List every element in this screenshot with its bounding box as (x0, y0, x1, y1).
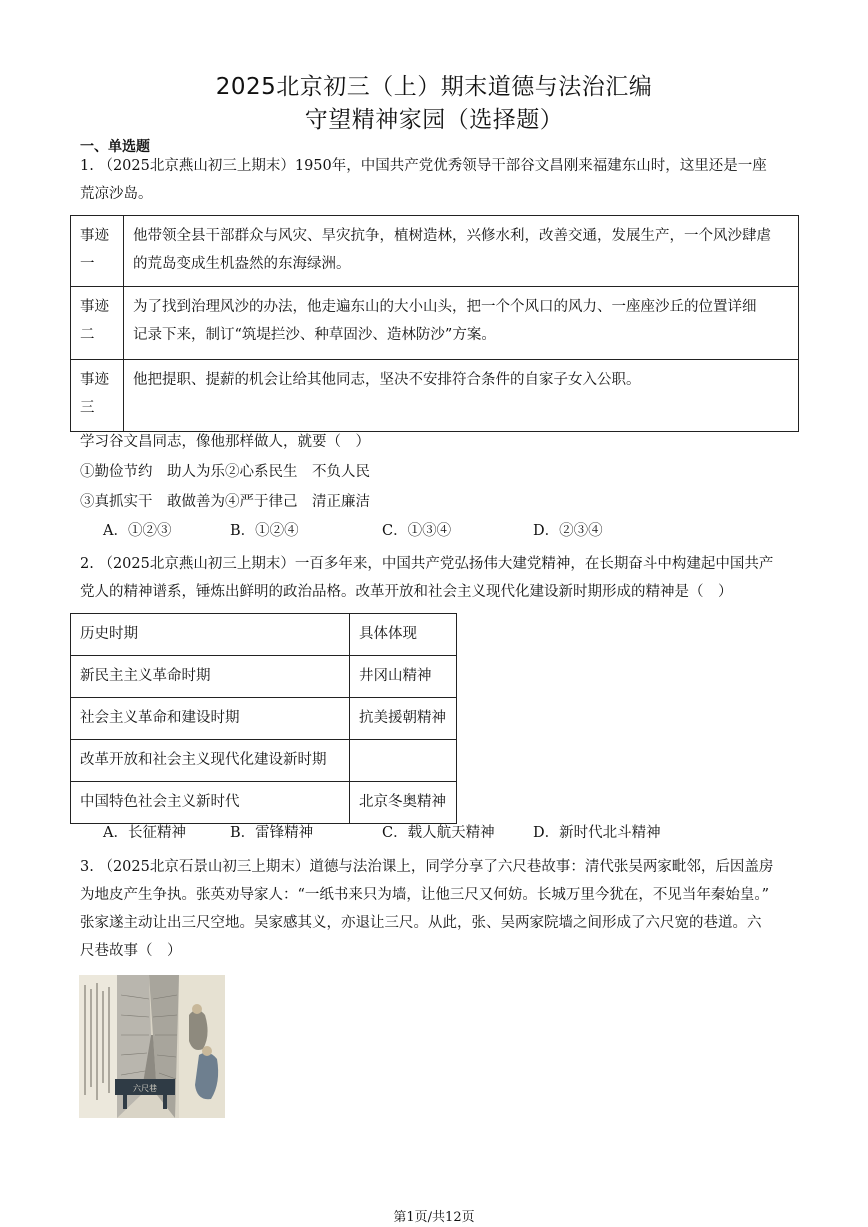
table-row (71, 614, 457, 656)
option-c[interactable]: C．①③④ (382, 523, 452, 539)
q1-stem: 1. （2025北京燕山初三上期末）1950年，中国共产党优秀领导干部谷文昌刚来福建东山时，这里还是一座 荒凉沙岛。 (80, 158, 767, 202)
table-row (71, 782, 457, 824)
table-cell: 社会主义革命和建设时期 (71, 698, 350, 740)
table-row (71, 656, 457, 698)
table-row (71, 216, 799, 287)
page-footer: 第1页/共12页 (393, 1210, 475, 1225)
table-cell: 他带领全县干部群众与风灾、旱灾抗争，植树造林，兴修水利，改善交通，发展生产，一个风沙肆虐 的荒岛变成生机盎然的东海绿洲。 (124, 216, 799, 287)
table-cell: 中国特色社会主义新时代 (71, 782, 350, 824)
q3-stem: 3. （2025北京石景山初三上期末）道德与法治课上，同学分享了六尺巷故事：清代张吴两家毗邻，后因盖房 为地皮产生争执。张英劝导家人：“一纸书来只为墙，让他三尺又何妨。长城万里今犹在，不见当年秦始皇。” 张家遂主动让出三尺空地。吴家感其义，亦退让三尺。从此，张、吴两家院墙之间形成了六尺宽的巷道。六 尺巷故事（ ） (80, 859, 774, 959)
table-cell: 事迹 一 (71, 216, 124, 287)
table-cell: 北京冬奥精神 (350, 782, 457, 824)
alley-sign: 六尺巷 (133, 1084, 157, 1093)
q2-stem: 2. （2025北京燕山初三上期末）一百多年来，中国共产党弘扬伟大建党精神，在长期奋斗中构建起中国共产 党人的精神谱系，锤炼出鲜明的政治品格。改革开放和社会主义现代化建设新时期形成的精神是（ ） (80, 556, 774, 600)
six-foot-alley-illustration (79, 975, 225, 1118)
table-cell: 改革开放和社会主义现代化建设新时期 (71, 740, 350, 782)
option-c[interactable]: C．载人航天精神 (382, 825, 495, 841)
page-title: 2025北京初三（上）期末道德与法治汇编 (215, 74, 653, 100)
q1-options (103, 519, 803, 540)
option-a[interactable]: A．①②③ (103, 523, 172, 539)
table-cell: 为了找到治理风沙的办法，他走遍东山的大小山头，把一个个风口的风力、一座座沙丘的位置详细 记录下来，制订“筑堤拦沙、种草固沙、造林防沙”方案。 (124, 287, 799, 360)
q2-periods-table (70, 613, 457, 824)
option-d[interactable]: D．②③④ (533, 523, 603, 539)
q1-question: 学习谷文昌同志，像他那样做人，就要（ ） (80, 434, 370, 450)
option-b[interactable]: B．①②④ (230, 523, 299, 539)
q1-items: ①勤俭节约 助人为乐②心系民生 不负人民 (80, 464, 370, 480)
option-b[interactable]: B．雷锋精神 (230, 825, 314, 841)
q1-items: ③真抓实干 敢做善为④严于律己 清正廉洁 (80, 494, 370, 510)
table-cell: 新民主主义革命时期 (71, 656, 350, 698)
table-cell: 井冈山精神 (350, 656, 457, 698)
section-heading: 一、单选题 (80, 139, 150, 155)
table-cell (350, 740, 457, 782)
table-row (71, 698, 457, 740)
option-d[interactable]: D．新时代北斗精神 (533, 825, 661, 841)
table-header-cell: 具体体现 (350, 614, 457, 656)
table-row (71, 287, 799, 360)
q2-options (103, 821, 803, 842)
table-cell: 事迹 二 (71, 287, 124, 360)
table-cell: 事迹 三 (71, 360, 124, 432)
table-cell: 他把提职、提薪的机会让给其他同志，坚决不安排符合条件的自家子女入公职。 (124, 360, 799, 432)
table-cell: 抗美援朝精神 (350, 698, 457, 740)
table-row (71, 360, 799, 432)
table-row (71, 740, 457, 782)
page-subtitle: 守望精神家园（选择题） (304, 107, 564, 133)
option-a[interactable]: A．长征精神 (103, 825, 186, 841)
table-header-cell: 历史时期 (71, 614, 350, 656)
q1-deeds-table (70, 215, 799, 432)
